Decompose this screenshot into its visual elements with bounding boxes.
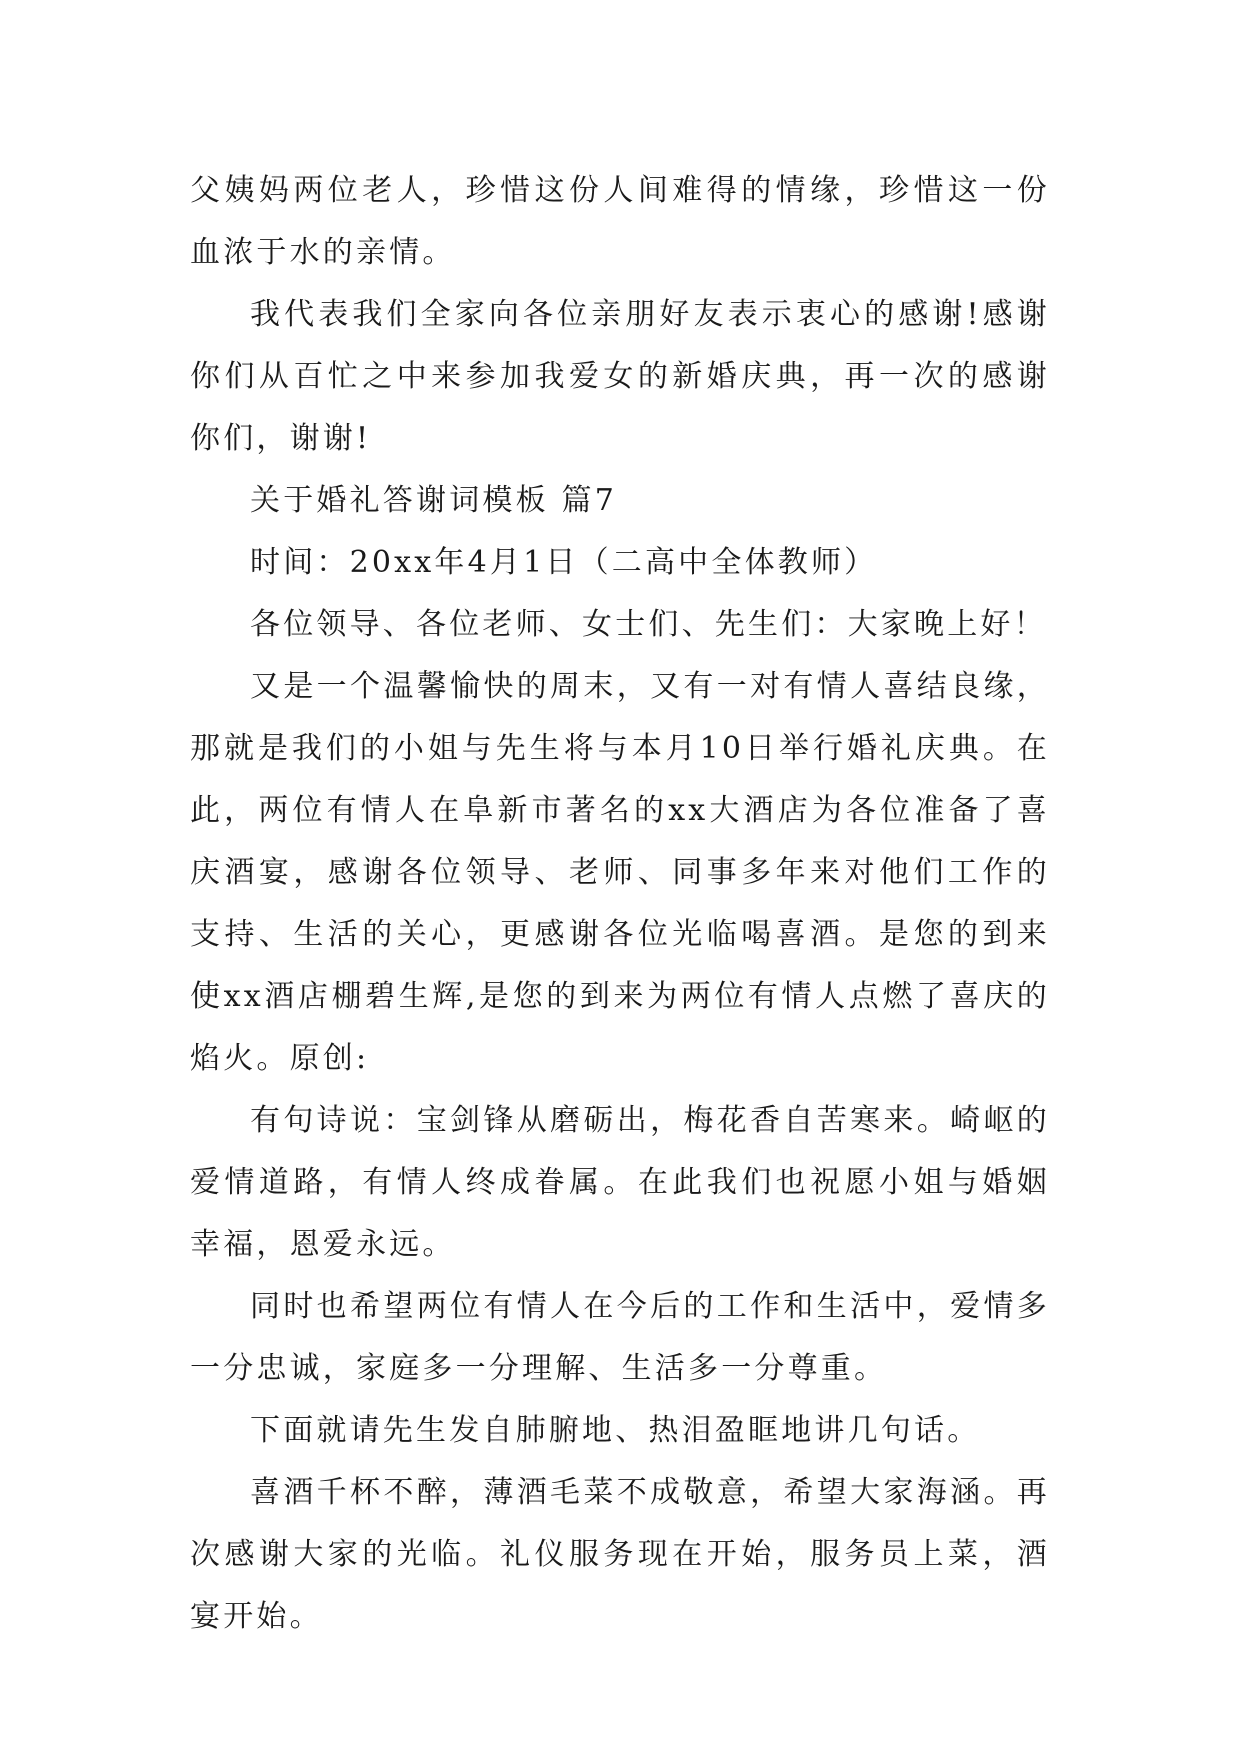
section-heading: 关于婚礼答谢词模板 篇7 [250, 483, 618, 518]
paragraph-2: 我代表我们全家向各位亲朋好友表示衷心的感谢!感谢你们从百忙之中来参加我爱女的新婚庆典，再一次的感谢你们，谢谢! [190, 297, 1050, 456]
paragraph-6: 又是一个温馨愉快的周末，又有一对有情人喜结良缘，那就是我们的小姐与先生将与本月10日举行婚礼庆典。在此，两位有情人在阜新市著名的xx大酒店为各位准备了喜庆酒宴，感谢各位领导、老师、同事多年来对他们工作的支持、生活的关心，更感谢各位光临喝喜酒。是您的到来使xx酒店棚碧生辉,是您的到来为两位有情人点燃了喜庆的焰火。原创: [190, 669, 1050, 1076]
paragraph-greeting: 各位领导、各位老师、女士们、先生们：大家晚上好！ [250, 607, 1047, 642]
paragraph-8: 同时也希望两位有情人在今后的工作和生活中，爱情多一分忠诚，家庭多一分理解、生活多一分尊重。 [190, 1289, 1050, 1386]
paragraph-9: 下面就请先生发自肺腑地、热泪盈眶地讲几句话。 [250, 1413, 981, 1448]
paragraph-10: 喜酒千杯不醉，薄酒毛菜不成敬意，希望大家海涵。再次感谢大家的光临。礼仪服务现在开始，服务员上菜，酒宴开始。 [190, 1475, 1050, 1634]
paragraph-time: 时间：20xx年4月1日（二高中全体教师） [250, 545, 878, 580]
paragraph-7: 有句诗说：宝剑锋从磨砺出，梅花香自苦寒来。崎岖的爱情道路，有情人终成眷属。在此我们也祝愿小姐与婚姻幸福，恩爱永远。 [190, 1103, 1050, 1262]
document-body [190, 160, 1050, 1648]
paragraph-1: 父姨妈两位老人，珍惜这份人间难得的情缘，珍惜这一份血浓于水的亲情。 [190, 173, 1050, 270]
